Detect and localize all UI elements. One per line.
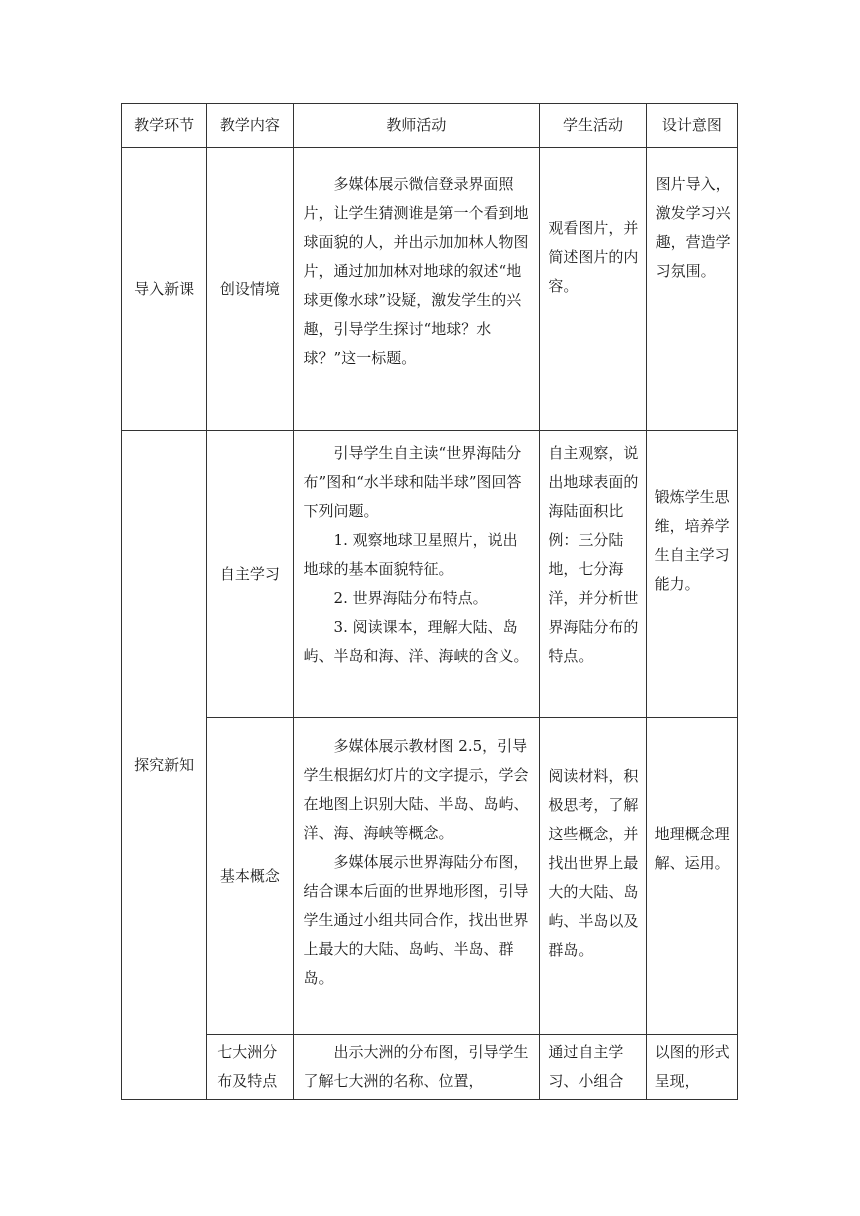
content-cell: 创设情境: [207, 148, 293, 431]
table-row: [122, 148, 738, 431]
teacher-text: 多媒体展示世界海陆分布图，结合课本后面的世界地形图，引导学生通过小组共同合作，找出世界上最大的大陆、岛屿、半岛、群岛。: [303, 853, 529, 987]
intent-cell: [646, 1035, 737, 1100]
student-text: 观看图片，并简述图片的内容。: [548, 219, 639, 295]
intent-text: 图片导入，激发学习兴趣，营造学习氛围。: [655, 175, 731, 280]
content-cell: 基本概念: [207, 718, 293, 1035]
header-teacher: 教师活动: [293, 104, 540, 148]
student-cell: [540, 431, 646, 718]
intent-text: 地理概念理解、运用。: [654, 825, 730, 872]
teacher-cell: [293, 1035, 540, 1100]
stage-cell: 导入新课: [122, 148, 207, 431]
intent-text: 以图的形式呈现，: [654, 1043, 730, 1090]
student-cell: [540, 148, 646, 431]
content-cell: 自主学习: [207, 431, 293, 718]
stage-cell: 探究新知: [122, 431, 207, 1100]
intent-cell: [646, 718, 737, 1035]
content-cell: [207, 1035, 293, 1100]
student-text: 通过自主学习、小组合: [548, 1043, 624, 1090]
teacher-text: 1. 观察地球卫星照片，说出地球的基本面貌特征。: [303, 531, 518, 578]
header-student: 学生活动: [540, 104, 646, 148]
student-text: 自主观察，说出地球表面的海陆面积比例：三分陆地，七分海洋，并分析世界海陆分布的特点。: [548, 444, 639, 665]
teacher-cell: [293, 148, 540, 431]
header-stage: 教学环节: [122, 104, 207, 148]
header-row: [122, 104, 738, 148]
student-text: 阅读材料，积极思考，了解这些概念，并找出世界上最大的大陆、岛屿、半岛以及群岛。: [548, 767, 639, 959]
student-cell: [540, 1035, 646, 1100]
teacher-text: 出示大洲的分布图，引导学生了解七大洲的名称、位置，: [303, 1043, 529, 1090]
teacher-cell: [293, 718, 540, 1035]
teacher-text: 引导学生自主读“世界海陆分布”图和“水半球和陆半球”图回答下列问题。: [303, 444, 522, 520]
header-content: 教学内容: [207, 104, 293, 148]
intent-cell: [646, 148, 737, 431]
intent-text: 锻炼学生思维，培养学生自主学习能力。: [654, 488, 730, 593]
header-intent: 设计意图: [646, 104, 737, 148]
teacher-text: 3. 阅读课本，理解大陆、岛屿、半岛和海、洋、海峡的含义。: [303, 618, 529, 665]
table-row: [122, 718, 738, 1035]
lesson-plan-table: [121, 103, 738, 1100]
teacher-text: 多媒体展示教材图 2.5，引导学生根据幻灯片的文字提示，学会在地图上识别大陆、半岛、岛屿、洋、海、海峡等概念。: [303, 737, 529, 842]
teacher-cell: [293, 431, 540, 718]
table-row: [122, 1035, 738, 1100]
teacher-text: 2. 世界海陆分布特点。: [333, 589, 488, 607]
intent-cell: [646, 431, 737, 718]
content-text: 七大洲分布及特点: [217, 1043, 278, 1090]
student-cell: [540, 718, 646, 1035]
teacher-text: 多媒体展示微信登录界面照片，让学生猜测谁是第一个看到地球面貌的人，并出示加加林人物图片，通过加加林对地球的叙述“地球更像水球”设疑，激发学生的兴趣，引导学生探讨“地球？水球？”这一标题。: [303, 175, 529, 367]
table-row: [122, 431, 738, 718]
